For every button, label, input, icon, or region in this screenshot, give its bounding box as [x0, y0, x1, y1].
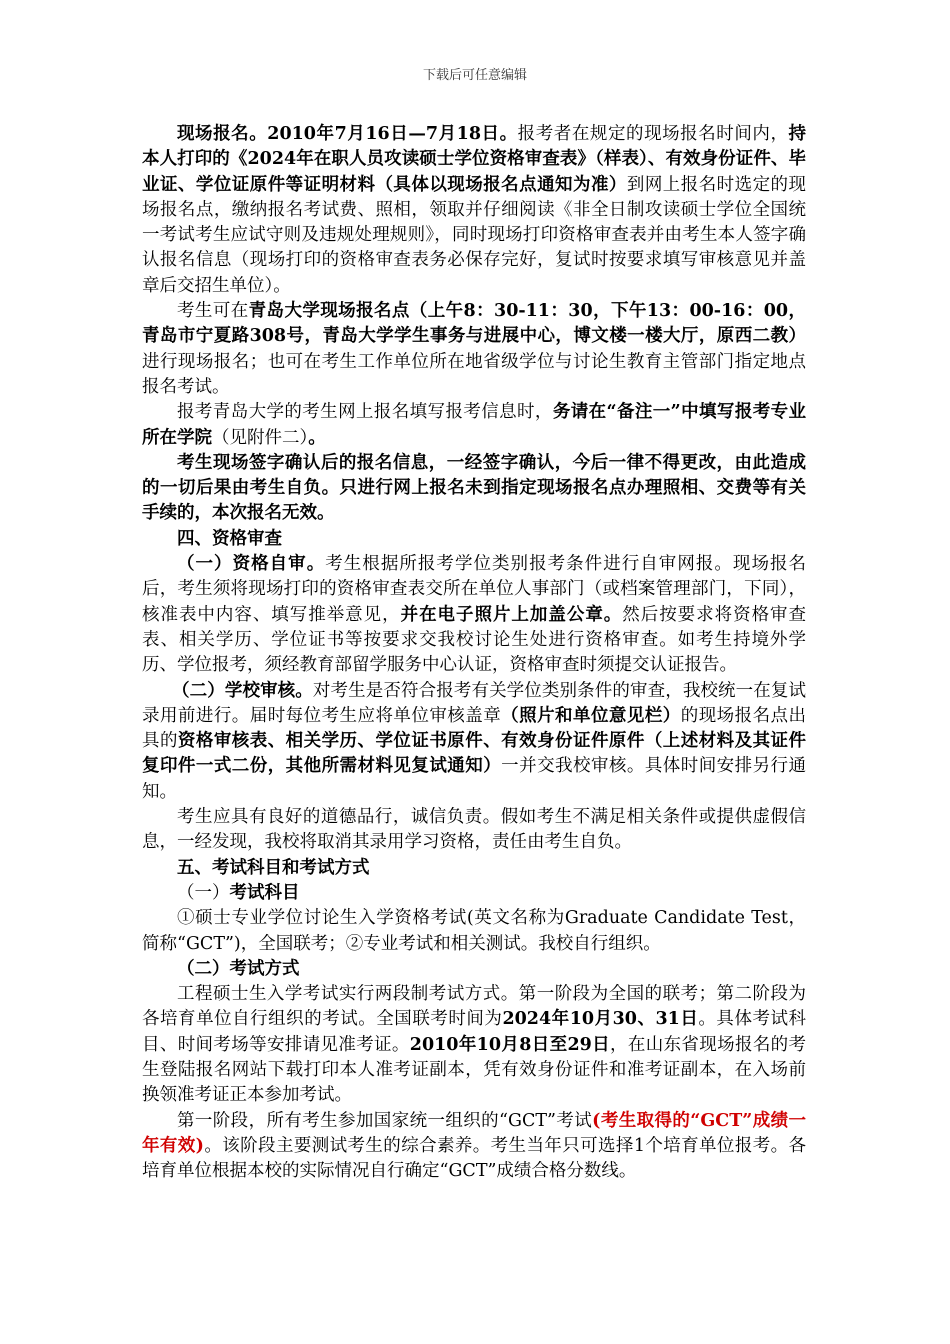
text-run: 五、考试科目和考试方式 — [177, 857, 370, 878]
text-run: （二）学校审核。 — [172, 680, 313, 701]
text-run: 报考青岛大学的考生网上报名填写报考信息时， — [177, 402, 553, 423]
text-run: 。该阶段主要测试考生的综合素养。考生当年只可选择1个培育单位报考。各培育单位根据本校的实际情况自行确定“GCT”成绩合格分数线。 — [142, 1135, 806, 1182]
paragraph-registration-location — [142, 299, 806, 400]
text-run: 。具体考试科目、时间考场等安排请见准考证。 — [142, 1009, 807, 1055]
text-run: 考生应具有良好的道德品行，诚信负责。假如考生不满足相关条件或提供虚假信息，一经发现，我校将取消其录用学习资格，责任由考生自负。 — [142, 807, 806, 853]
paragraph-self-review — [142, 552, 806, 678]
paragraph-confirmation-warning — [142, 451, 806, 527]
text-run: 一并交我校审核。具体时间安排另行通知。 — [142, 756, 807, 802]
text-run: 然后按要求将资格审查表、相关学历、学位证书等按要求交我校讨论生处进行资格审查。如考生持境外学历、学位报考，须经教育部留学服务中心认证，资格审查时须提交认证报告。 — [142, 604, 807, 676]
text-run: （见附件二） — [212, 427, 309, 448]
subheading-exam-subjects — [142, 881, 806, 906]
text-run: 2024年10月30、31日 — [502, 1009, 699, 1030]
text-run: 。 — [308, 427, 326, 448]
text-run: （一）资格自审。 — [177, 554, 326, 575]
text-run: ，在山东省现场报名的考生登陆报名网站下载打印本人准考证副本，凭有效身份证件和准考证副本，在入场前换领准考证正本参加考试。 — [142, 1034, 807, 1106]
text-run: 务请在“备注一”中填写报考专业所在学院 — [142, 402, 807, 448]
document-body — [142, 122, 806, 1184]
paragraph-gct-description — [142, 906, 806, 957]
page-header: 下载后可任意编辑 — [422, 68, 527, 83]
paragraph-integrity — [142, 805, 806, 856]
text-run: （一） — [177, 882, 230, 903]
text-run: 持本人打印的《2024年在职人员攻读硕士学位资格审查表》（样表）、有效身份证件、毕业证、学位证原件等证明材料（具体以现场报名点通知为准） — [142, 124, 807, 195]
text-run: （二）考试方式 — [177, 958, 300, 979]
text-run: 对考生是否符合报考有关学位类别条件的审查，我校统一在复试录用前进行。届时每位考生应将单位审核盖章 — [142, 680, 807, 726]
subheading-exam-method — [142, 957, 806, 982]
text-run: 报考者在规定的现场报名时间内， — [517, 124, 789, 144]
text-run: 四、资格审查 — [177, 528, 282, 549]
text-run: 并在电子照片上加盖公章。 — [400, 604, 623, 625]
text-run: 2010年10月8日至29日 — [409, 1034, 611, 1055]
text-run: (考生取得的“GCT”成绩一年有效) — [142, 1110, 807, 1156]
text-run: 考生现场签字确认后的报名信息，一经签字确认，今后一律不得更改，由此造成的一切后果由考生自负。只进行网上报名未到指定现场报名点办理照相、交费等有关手续的，本次报名无效。 — [142, 452, 806, 524]
text-run: 考生可在 — [177, 301, 249, 322]
text-run: 现场报名。2010年7月16日—7月18日。 — [177, 124, 518, 144]
text-run: 工程硕士生入学考试实行两段制考试方式。第一阶段为全国的联考；第二阶段为各培育单位自行组织的考试。全国联考时间为 — [142, 984, 806, 1030]
paragraph-first-stage — [142, 1109, 806, 1185]
text-run: 进行现场报名；也可在考生工作单位所在地省级学位与讨论生教育主管部门指定地点报名考试。 — [142, 351, 806, 397]
paragraph-onsite-registration — [142, 122, 806, 299]
text-run: 的现场报名点出具的 — [142, 705, 807, 752]
section-heading-exam-subjects — [142, 856, 806, 881]
section-heading-qualification-review — [142, 527, 806, 552]
text-run: 到网上报名时选定的现场报名点，缴纳报名考试费、照相，领取并仔细阅读《非全日制攻读硕士学位全国统一考试考生应试守则及违规处理规则》，同时现场打印资格审查表并由考生本人签字确认报名信息（现场打印的资格审查表务必保存完好，复试时按要求填写审核意见并盖章后交招生单位）。 — [142, 174, 806, 296]
text-run: （照片和单位意见栏） — [501, 705, 681, 726]
text-run: 第一阶段，所有考生参加国家统一组织的“GCT”考试 — [177, 1110, 593, 1131]
text-run: ①硕士专业学位讨论生入学资格考试(英文名称为Graduate Candidate Test，简称“GCT”)，全国联考；②专业考试和相关测试。我校自行组织。 — [142, 908, 806, 954]
paragraph-school-review — [142, 679, 806, 805]
text-run: 资格审核表、相关学历、学位证书原件、有效身份证件原件（上述材料及其证件复印件一式二份，其他所需材料见复试通知） — [142, 731, 807, 777]
text-run: 考生根据所报考学位类别报考条件进行自审网报。现场报名后，考生须将现场打印的资格审查表交所在单位人事部门（或档案管理部门，下同），核准表中内容、填写推举意见， — [142, 554, 807, 625]
text-run: 考试科目 — [229, 882, 300, 903]
text-run: 青岛大学现场报名点（上午8：30-11：30，下午13：00-16：00，青岛市宁夏路308号，青岛大学学生事务与进展中心，博文楼一楼大厅，原西二教） — [142, 301, 806, 347]
paragraph-two-stage-exam — [142, 982, 806, 1108]
paragraph-remark-note — [142, 400, 806, 451]
